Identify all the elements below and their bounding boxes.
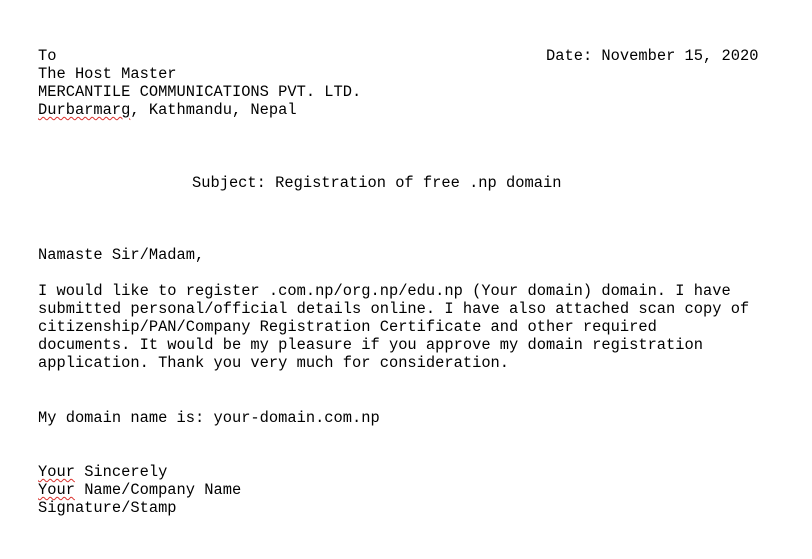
domain-name-line: My domain name is: your-domain.com.np [38, 409, 380, 427]
closing-rest: Sincerely [74, 463, 168, 481]
body-paragraph [38, 282, 798, 372]
to-label: To [38, 47, 57, 65]
body-line: I would like to register .com.np/org.np/edu.np (Your domain) domain. I have [38, 282, 731, 300]
body-line: submitted personal/official details online. I have also attached scan copy of [38, 300, 750, 318]
body-line: citizenship/PAN/Company Registration Certificate and other required [38, 318, 657, 336]
body-line: application. Thank you very much for consideration. [38, 354, 510, 372]
signature-stamp-line: Signature/Stamp [38, 499, 177, 517]
recipient-title: The Host Master [38, 65, 177, 83]
sender-misspelled-word: Your [38, 481, 75, 499]
letter-date: Date: November 15, 2020 [546, 47, 759, 65]
closing-line [38, 463, 167, 481]
address-rest: , Kathmandu, Nepal [130, 101, 297, 119]
sender-name-line [38, 481, 241, 499]
recipient-company: MERCANTILE COMMUNICATIONS PVT. LTD. [38, 83, 362, 101]
recipient-address [38, 101, 297, 119]
closing-misspelled-word: Your [38, 463, 75, 481]
address-misspelled-word: Durbarmarg [38, 101, 131, 119]
sender-name-rest: Name/Company Name [74, 481, 242, 499]
body-line: documents. It would be my pleasure if you approve my domain registration [38, 336, 703, 354]
salutation: Namaste Sir/Madam, [38, 246, 205, 264]
subject-line: Subject: Registration of free .np domain [192, 174, 562, 192]
